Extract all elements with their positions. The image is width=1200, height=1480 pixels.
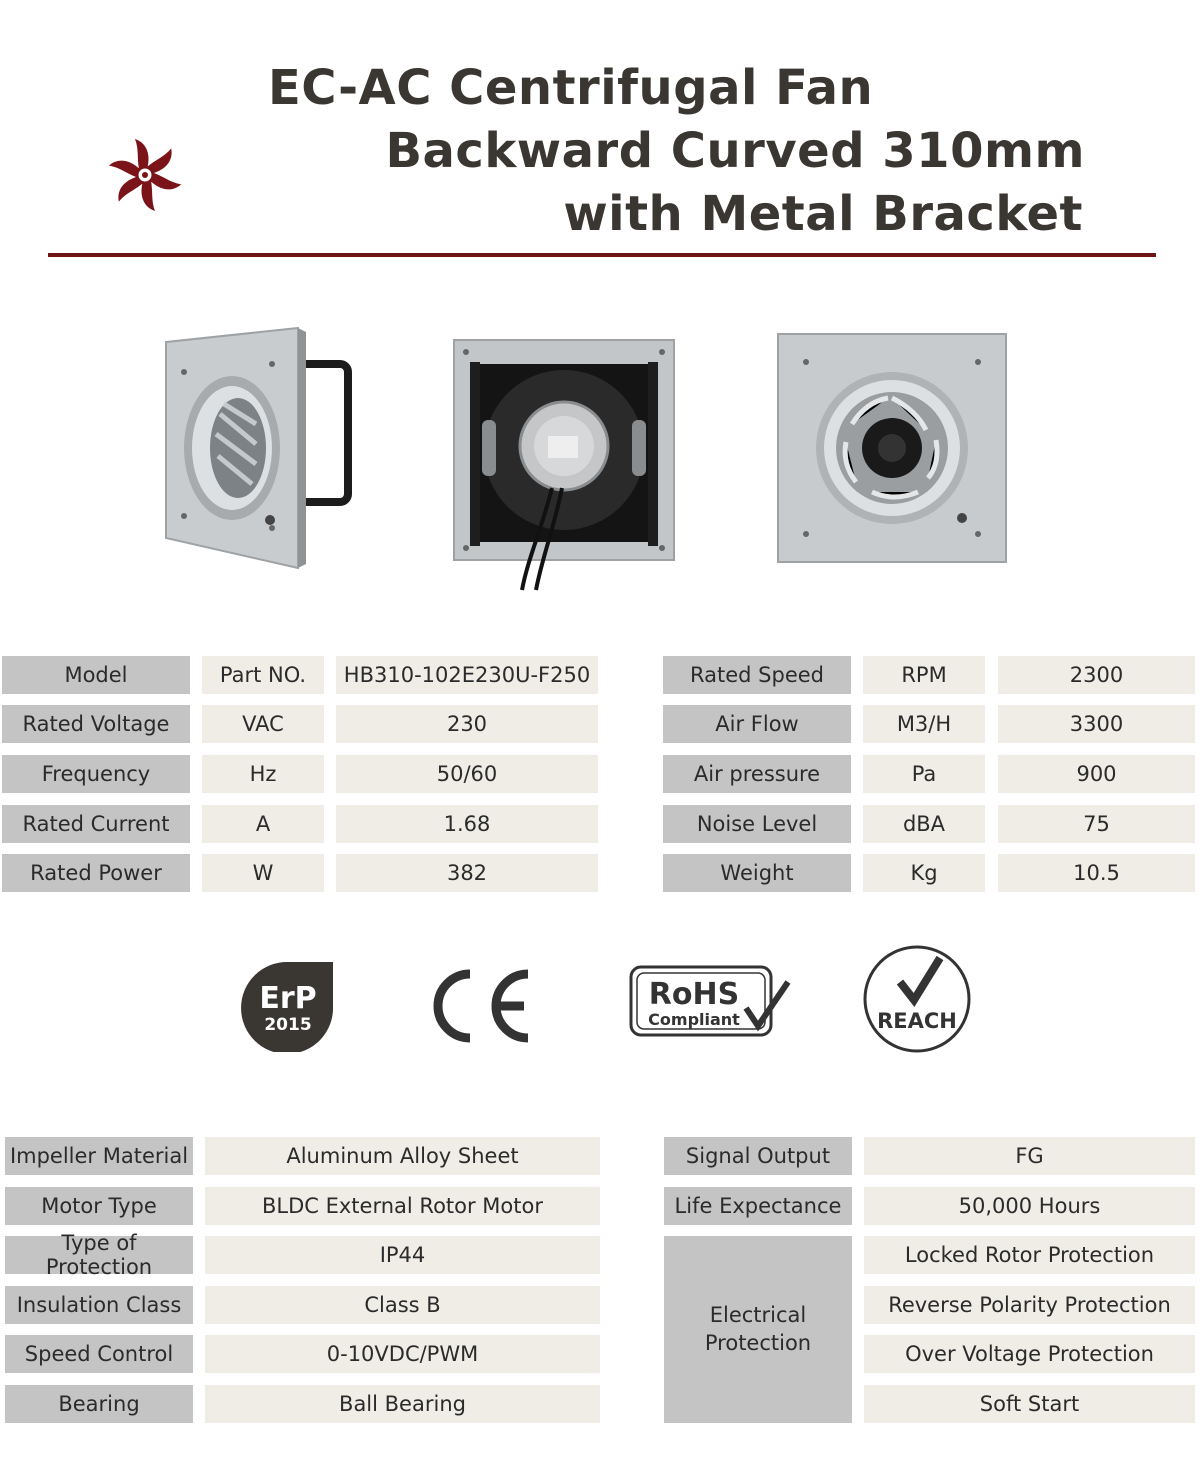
feature-value: Class B [205, 1286, 600, 1324]
spec-label: Noise Level [663, 805, 851, 843]
spec-value: 3300 [998, 705, 1195, 743]
spec-value: 75 [998, 805, 1195, 843]
feature-label: Bearing [5, 1385, 193, 1423]
feature-label: Insulation Class [5, 1286, 193, 1324]
ce-mark-icon [424, 966, 534, 1046]
spec-unit: VAC [202, 705, 324, 743]
title-line-2: Backward Curved 310mm [385, 123, 1085, 179]
spec-value: 50/60 [336, 755, 598, 793]
erp-label: ErP [259, 981, 317, 1016]
spec-label: Frequency [2, 755, 190, 793]
feature-value: 0-10VDC/PWM [205, 1335, 600, 1373]
spec-label: Air Flow [663, 705, 851, 743]
feature-label: Speed Control [5, 1335, 193, 1373]
spec-unit: RPM [863, 656, 985, 694]
spec-unit: W [202, 854, 324, 892]
feature-value: BLDC External Rotor Motor [205, 1187, 600, 1225]
spec-value: 1.68 [336, 805, 598, 843]
spec-label: Rated Voltage [2, 705, 190, 743]
spec-unit: Kg [863, 854, 985, 892]
spec-unit: M3/H [863, 705, 985, 743]
spec-value: 230 [336, 705, 598, 743]
spec-unit: dBA [863, 805, 985, 843]
fan-side-view-image [160, 324, 360, 572]
erp-year: 2015 [264, 1015, 312, 1035]
title-line-3: with Metal Bracket [563, 186, 1083, 242]
spec-label: Rated Power [2, 854, 190, 892]
spec-label: Rated Current [2, 805, 190, 843]
electrical-label-line-2: Protection [704, 1330, 812, 1355]
spec-label: Weight [663, 854, 851, 892]
reach-icon [862, 944, 972, 1054]
rohs-sub: Compliant [648, 1010, 740, 1029]
electrical-label-line-1: Electrical [709, 1303, 807, 1328]
spec-unit: Pa [863, 755, 985, 793]
electrical-protection-item: Reverse Polarity Protection [864, 1286, 1195, 1324]
electrical-protection-item: Locked Rotor Protection [864, 1236, 1195, 1274]
feature-label: Signal Output [664, 1137, 852, 1175]
spec-value: 2300 [998, 656, 1195, 694]
spec-label: Model [2, 656, 190, 694]
feature-value: FG [864, 1137, 1195, 1175]
fan-front-view-image [776, 332, 1008, 564]
feature-label: Impeller Material [5, 1137, 193, 1175]
reach-label: REACH [877, 1009, 957, 1033]
spec-unit: Part NO. [202, 656, 324, 694]
electrical-protection-item: Over Voltage Protection [864, 1335, 1195, 1373]
spec-value: 382 [336, 854, 598, 892]
electrical-protection-item: Soft Start [864, 1385, 1195, 1423]
fan-logo-icon [104, 134, 186, 216]
feature-value: IP44 [205, 1236, 600, 1274]
spec-value: HB310-102E230U-F250 [336, 656, 598, 694]
spec-value: 10.5 [998, 854, 1195, 892]
header-divider [48, 253, 1156, 257]
title-line-1: EC-AC Centrifugal Fan [268, 60, 874, 116]
rohs-compliant-icon [628, 964, 792, 1038]
rohs-label: RoHS [648, 977, 740, 1012]
spec-value: 900 [998, 755, 1195, 793]
feature-value: Ball Bearing [205, 1385, 600, 1423]
feature-label: Life Expectance [664, 1187, 852, 1225]
feature-value: 50,000 Hours [864, 1187, 1195, 1225]
fan-rear-view-image [452, 338, 678, 592]
feature-label: Type of Protection [5, 1236, 193, 1274]
spec-label: Rated Speed [663, 656, 851, 694]
spec-label: Air pressure [663, 755, 851, 793]
spec-unit: A [202, 805, 324, 843]
feature-label: Motor Type [5, 1187, 193, 1225]
feature-value: Aluminum Alloy Sheet [205, 1137, 600, 1175]
spec-unit: Hz [202, 755, 324, 793]
erp-2015-icon [240, 960, 336, 1052]
electrical-protection-label [664, 1236, 852, 1423]
